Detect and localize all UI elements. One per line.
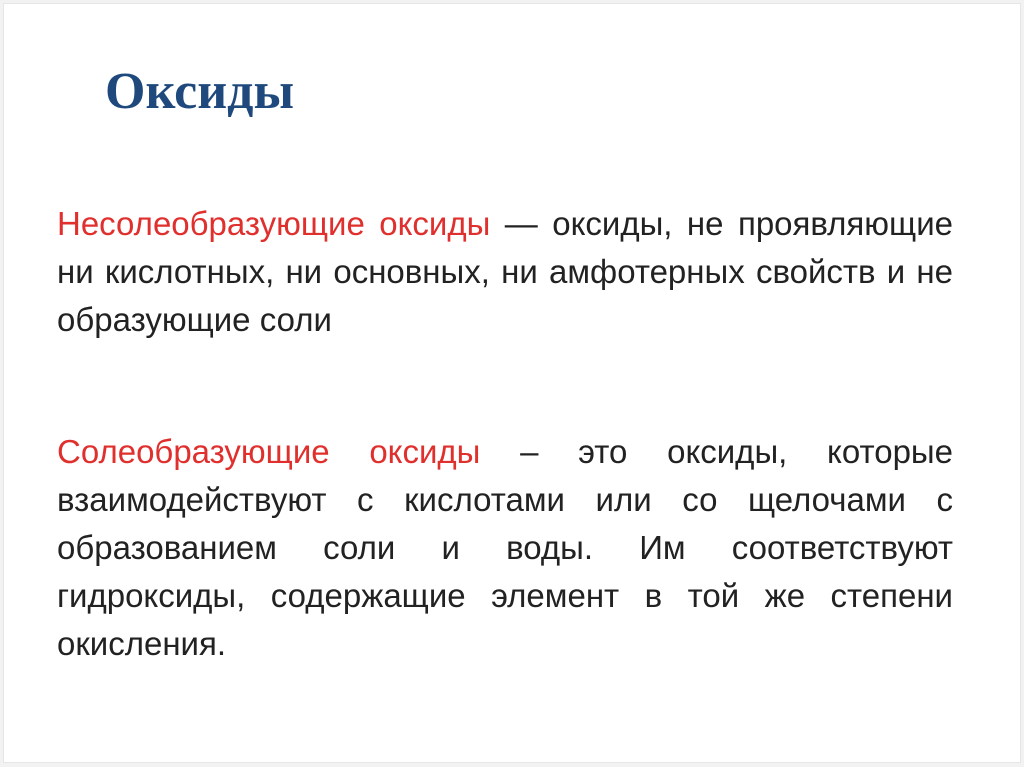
definition-paragraph-non-salt-forming [57, 200, 953, 344]
term-salt-forming-oxides: Солеобразующие оксиды [57, 433, 481, 470]
term-non-salt-forming-oxides: Несолеобразующие оксиды [57, 205, 491, 242]
slide-title: Оксиды [105, 63, 295, 120]
definition-text-non-salt-forming: — оксиды, не проявляющие ни кислотных, ни основных, ни амфотерных свойств и не образующие соли [57, 205, 953, 338]
definition-text-salt-forming: – это оксиды, которые взаимодействуют с кислотами или со щелочами с образованием соли и воды. Им соответствуют гидроксиды, содержащие элемент в той же степени окисления. [57, 433, 953, 662]
slide [3, 3, 1021, 763]
definition-paragraph-salt-forming [57, 428, 953, 668]
